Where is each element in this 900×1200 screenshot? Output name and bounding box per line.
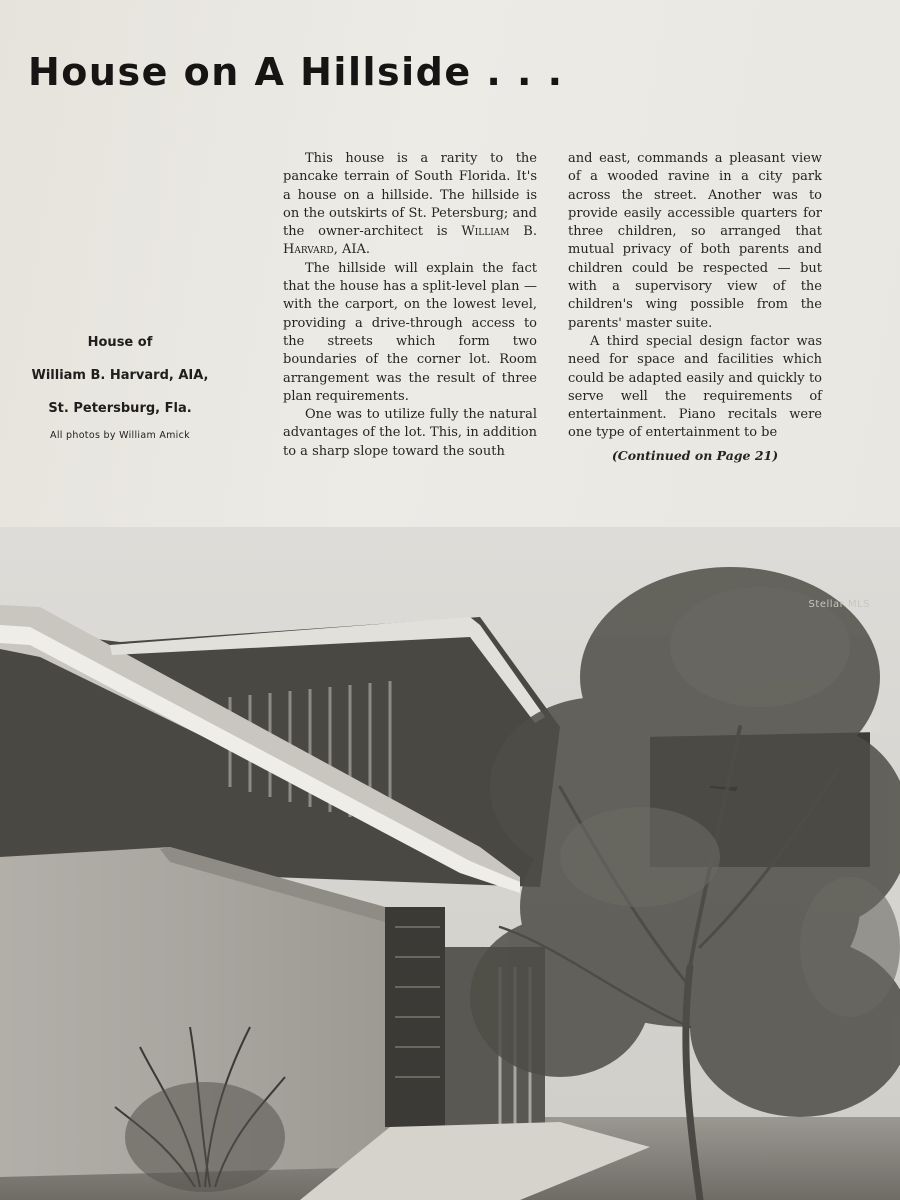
photo-watermark: Stellar MLS <box>808 599 870 610</box>
house-exterior-photo <box>0 527 900 1200</box>
continued-note: (Continued on Page 21) <box>611 447 779 463</box>
photo-credit: All photos by William Amick <box>50 430 190 441</box>
photo-illustration <box>0 527 900 1200</box>
paragraph: The hillside will explain the fact that the house has a split-level plan — with the carport, on the lowest level, providing a drive-through access to the streets which form two boundaries of the corner lot. Room arrangement was the result of three plan requirements. <box>283 260 537 404</box>
paragraph: and east, commands a pleasant view of a wooded ravine in a city park across the street. Another was to provide easily accessible quarters for three children, so arranged that mutual privacy of both parents and children could be respected — but with a supervisory view of the children's wing possible from the parents' master suite. <box>568 151 822 331</box>
architect-name: William B. Harvard <box>283 224 537 258</box>
article-column-2 <box>568 150 822 465</box>
caption-line-1: House of <box>87 335 153 350</box>
photo-caption <box>20 335 220 441</box>
paragraph: A third special design factor was need for space and facilities which could be adapted easily and quickly to serve well the requirements of entertainment. Piano recitals were one type of entertainment to be <box>568 333 822 441</box>
caption-line-2: William B. Harvard, AIA, <box>31 368 209 383</box>
paragraph: This house is a rarity to the pancake terrain of South Florida. It's a house on a hillside. The hillside is on the outskirts of St. Petersburg; and the owner-architect is William B. Harvard, AIA. <box>283 151 537 258</box>
paragraph: One was to utilize fully the natural advantages of the lot. This, in addition to a sharp slope toward the south <box>283 407 537 459</box>
caption-line-3: St. Petersburg, Fla. <box>48 401 192 416</box>
article-column-1 <box>283 150 537 461</box>
article-title: House on A Hillside . . . <box>28 50 564 94</box>
